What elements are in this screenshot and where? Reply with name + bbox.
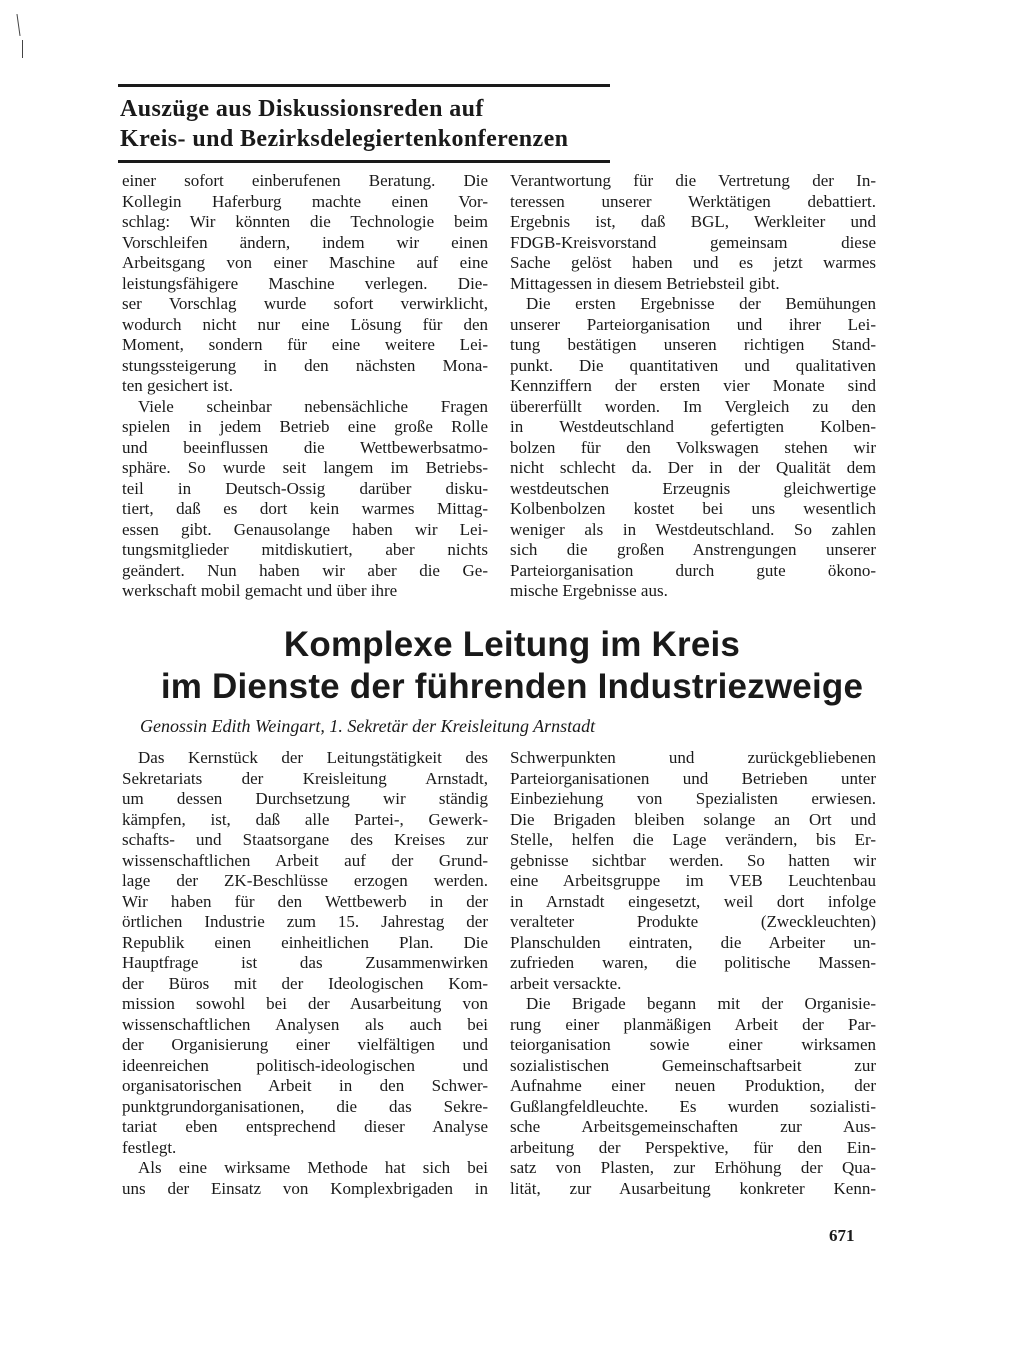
text-line: lität, zur Ausarbeitung konkreter Kenn- [510, 1178, 876, 1198]
text-line: Mittagessen in diesem Betriebsteil gibt. [510, 273, 780, 293]
text-line: der Büros mit der Ideologischen Kom- [122, 973, 488, 993]
text-line: Einbeziehung von Spezialisten erwiesen. [510, 789, 876, 808]
text-line: rung einer planmäßigen Arbeit der Par- [510, 1014, 876, 1034]
text-line: festlegt. [122, 1137, 177, 1157]
text-line: Moment, sondern für eine weitere Lei- [122, 335, 488, 354]
text-line: bolzen für den Volkswagen stehen wir [510, 437, 876, 457]
text-line: Viele scheinbar nebensächliche Fragen [138, 396, 488, 416]
scan-mark [16, 14, 20, 36]
text-line: Ergebnis ist, daß BGL, Werkleiter und [510, 212, 876, 231]
text-line: arbeit versackte. [510, 973, 622, 993]
text-line: Parteiorganisation durch gute ökono- [510, 560, 876, 580]
text-line: Schwerpunkten und zurückgebliebenen [510, 748, 876, 767]
text-line: örtlichen Industrie zum 15. Jahrestag der [122, 912, 488, 931]
text-line: gebnisse sichtbar werden. So hatten wir [510, 850, 876, 870]
text-line: satz von Plasten, zur Erhöhung der Qua- [510, 1158, 876, 1177]
article-byline: Genossin Edith Weingart, 1. Sekretär der Kreisleitung Arnstadt [140, 716, 596, 736]
text-line: einer sofort einberufenen Beratung. Die [122, 171, 488, 190]
text-line: in Westdeutschland gefertigten Kolben- [510, 417, 876, 436]
text-line: ser Vorschlag wurde sofort verwirklicht, [122, 294, 488, 313]
top-article-right-column [510, 171, 876, 602]
text-line: und beeinflussen die Wettbewerbsatmo- [122, 437, 488, 457]
article-title-line-1: Komplexe Leitung im Kreis [283, 625, 741, 664]
text-line: westdeutschen Erzeugnis gleichwertige [510, 478, 876, 498]
text-line: sche Arbeitsgemeinschaften zur Aus- [510, 1117, 876, 1136]
text-line: Kolbenbolzen kostet bei uns wesentlich [510, 499, 876, 518]
text-line: nicht schlecht da. Der in der Qualität dem [510, 458, 876, 477]
section-title-line-1: Auszüge aus Diskussionsreden auf [120, 96, 484, 122]
text-line: ten gesichert ist. [122, 376, 233, 395]
text-line: tariat eben entsprechend dieser Analyse [122, 1117, 488, 1136]
text-line: Kollegin Haferburg machte einen Vor- [122, 191, 488, 211]
text-line: werkschaft mobil gemacht und über ihre [122, 581, 398, 600]
text-line: leistungsfähigere Maschine verlegen. Die- [122, 273, 488, 293]
text-line: lage der ZK-Beschlüsse erzogen werden. [122, 871, 488, 890]
text-line: Verantwortung für die Vertretung der In- [510, 171, 876, 190]
text-line: unserer Parteiorganisation und ihrer Lei- [510, 314, 876, 334]
text-line: mische Ergebnisse aus. [510, 581, 668, 600]
text-line: weniger als in Westdeutschland. So zahlen [510, 519, 876, 539]
text-line: teiorganisation sowie einer wirksamen [510, 1035, 876, 1054]
text-line: punkt. Die quantitativen und qualitativen [510, 355, 876, 375]
text-line: Republik einen einheitlichen Plan. Die [122, 932, 488, 952]
text-line: um dessen Durchsetzung wir ständig [122, 789, 488, 808]
text-line: der Organisierung einer vielfältigen und [122, 1035, 488, 1054]
text-line: essen gibt. Genausolange haben wir Lei- [122, 519, 488, 539]
text-line: sozialistischen Gemeinschaftsarbeit zur [510, 1055, 876, 1075]
text-line: arbeitung der Perspektive, für den Ein- [510, 1137, 876, 1157]
text-line: organisatorischen Arbeit in den Schwer- [122, 1076, 488, 1095]
text-line: spielen in jedem Betrieb eine große Rolle [122, 417, 488, 436]
text-line: Hauptfrage ist das Zusammenwirken [122, 953, 488, 972]
text-line: Das Kernstück der Leitungstätigkeit des [138, 748, 488, 767]
text-line: punktgrundorganisationen, die das Sekre- [122, 1096, 488, 1116]
article-title-line-2: im Dienste der führenden Industriezweige [160, 667, 864, 706]
text-line: Arbeitsgang von einer Maschine auf eine [122, 253, 488, 272]
text-line: Wir haben für den Wettbewerb in der [122, 891, 488, 911]
text-line: Stelle, helfen die Lage verändern, bis Er- [510, 830, 876, 849]
top-article-left-column [122, 171, 488, 602]
text-line: wodurch nicht nur eine Lösung für den [122, 314, 488, 334]
section-top-rule [118, 84, 610, 87]
text-line: schafts- und Staatsorgane des Kreises zur [122, 830, 488, 849]
text-line: Aufnahme einer neuen Produktion, der [510, 1076, 876, 1095]
text-line: sich die großen Anstrengungen unserer [510, 540, 876, 559]
text-line: übererfüllt worden. Im Vergleich zu den [510, 396, 876, 416]
text-line: Die Brigade begann mit der Organisie- [526, 994, 876, 1013]
text-line: tiert, daß es dort kein warmes Mittag- [122, 499, 488, 518]
text-line: Kennziffern der ersten vier Monate sind [510, 376, 876, 395]
scan-mark [22, 40, 23, 58]
main-article-right-column [510, 748, 876, 1199]
text-line: ideenreichen politisch-ideologischen und [122, 1055, 488, 1075]
text-line: in Arnstadt eingesetzt, weil dort infolge [510, 891, 876, 911]
text-line: Die Brigaden bleiben solange an Ort und [510, 809, 876, 829]
text-line: schlag: Wir könnten die Technologie beim [122, 212, 488, 231]
text-line: eine Arbeitsgruppe im VEB Leuchtenbau [510, 871, 876, 890]
text-line: mission sowohl bei der Ausarbeitung von [122, 994, 488, 1013]
text-line: tung bestätigen unseren richtigen Stand- [510, 335, 876, 354]
text-line: sphäre. So wurde seit langem im Betriebs- [122, 458, 488, 477]
main-article-left-column [122, 748, 488, 1199]
text-line: kämpfen, ist, daß alle Partei-, Gewerk- [122, 809, 488, 829]
text-line: Parteiorganisationen und Betrieben unter [510, 768, 876, 788]
text-line: teressen unserer Werktätigen debattiert. [510, 191, 876, 211]
text-line: Planschulden eintraten, die Arbeiter un- [510, 932, 876, 952]
text-line: zufrieden waren, die politische Massen- [510, 953, 876, 972]
page-number: 671 [829, 1226, 855, 1245]
text-line: teil in Deutsch-Ossig darüber disku- [122, 478, 488, 498]
section-header [120, 94, 612, 154]
text-line: Sache gelöst haben und es jetzt warmes [510, 253, 876, 272]
text-line: stungssteigerung in den nächsten Mona- [122, 355, 488, 375]
text-line: wissenschaftlichen Analysen als auch bei [122, 1014, 488, 1034]
text-line: veralteter Produkte (Zweckleuchten) [510, 912, 876, 931]
section-title-line-2: Kreis- und Bezirksdelegiertenkonferenzen [120, 126, 569, 152]
text-line: Die ersten Ergebnisse der Bemühungen [526, 294, 876, 313]
section-bottom-rule [118, 160, 610, 163]
text-line: Als eine wirksame Methode hat sich bei [138, 1158, 488, 1177]
text-line: FDGB-Kreisvorstand gemeinsam diese [510, 232, 876, 252]
text-line: Sekretariats der Kreisleitung Arnstadt, [122, 768, 488, 788]
text-line: Gußlangfeldleuchte. Es wurden sozialisti- [510, 1096, 876, 1116]
text-line: geändert. Nun haben wir aber die Ge- [122, 560, 488, 580]
text-line: uns der Einsatz von Komplexbrigaden in [122, 1178, 488, 1198]
text-line: Vorschleifen ändern, indem wir einen [122, 232, 488, 252]
text-line: wissenschaftlichen Arbeit auf der Grund- [122, 850, 488, 870]
text-line: tungsmitglieder mitdiskutiert, aber nichts [122, 540, 488, 559]
